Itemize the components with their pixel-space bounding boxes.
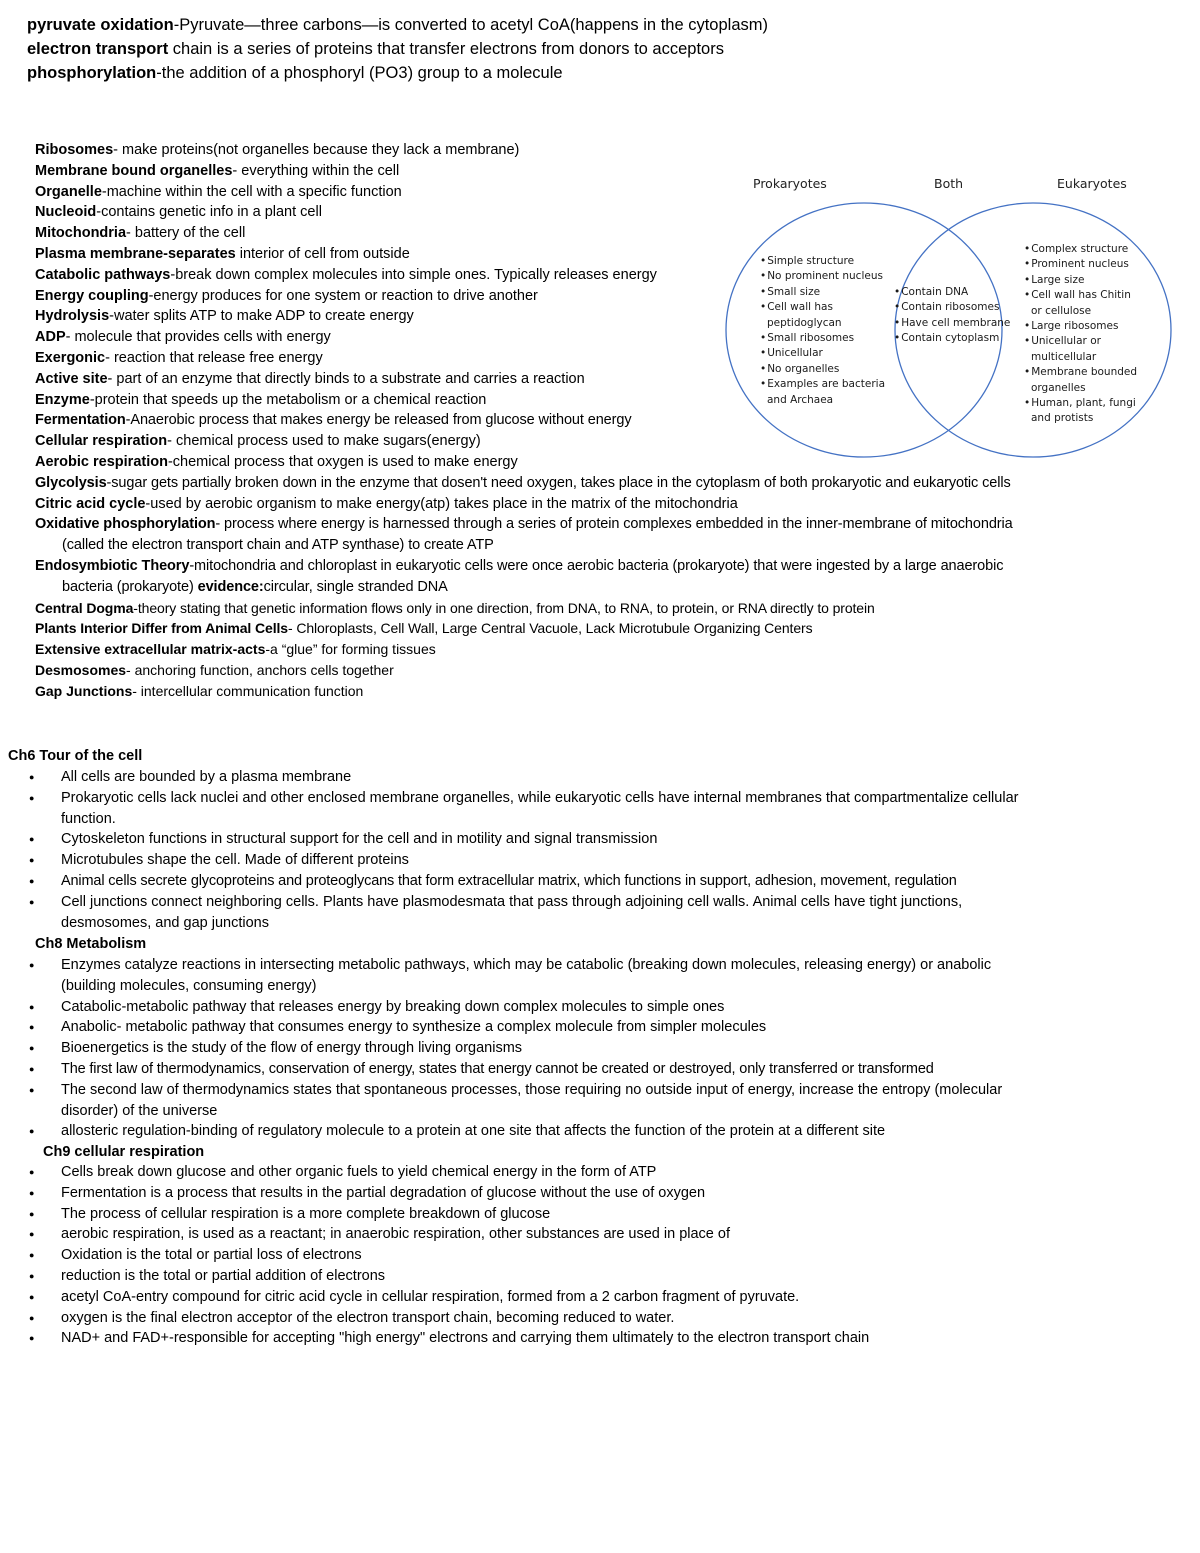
list-item: ● Cells break down glucose and other organic fuels to yield chemical energy in the form of ATP (0, 1162, 1080, 1183)
definition-term: Hydrolysis (35, 308, 110, 325)
definition (35, 556, 1057, 598)
definition-term: Nucleoid (35, 204, 97, 221)
definition-text: - Chloroplasts, Cell Wall, Large Central Vacuole, Lack Microtubule Organizing Centers (287, 620, 813, 637)
definition-text: -energy produces for one system or reaction to drive another (148, 287, 538, 304)
definition (35, 410, 752, 431)
ch8-list (0, 955, 1080, 1142)
definition-text: - process where energy is harnessed through a series of protein complexes embedded in the inner-membrane of mitochondria (called the electron transport chain and ATP synthase) to create ATP (62, 516, 1013, 554)
note-term: pyruvate oxidation (27, 16, 174, 34)
definition-text: -water splits ATP to make ADP to create energy (109, 308, 414, 325)
list-item: ● acetyl CoA-entry compound for citric acid cycle in cellular respiration, formed from a 2 carbon fragment of pyruvate. (0, 1287, 1080, 1308)
venn-item: • No organelles (760, 362, 888, 377)
definition-term-evidence: evidence: (197, 578, 264, 595)
definition-term: Plasma membrane-separates (35, 245, 236, 262)
list-item: ● Animal cells secrete glycoproteins and proteoglycans that form extracellular matrix, which functions in support, adhesion, movement, regulation (0, 871, 1080, 892)
definition (35, 244, 722, 265)
list-item: ● allosteric regulation-binding of regulatory molecule to a protein at one site that affects the function of the protein at a different site (0, 1121, 1080, 1142)
venn-item: • Small size (760, 285, 888, 300)
definition (35, 369, 752, 390)
definition (35, 514, 1052, 556)
definition-term: Ribosomes (35, 142, 114, 158)
definition-term: Fermentation (35, 412, 126, 429)
list-item: ● Bioenergetics is the study of the flow of energy through living organisms (0, 1038, 1080, 1059)
definition-text: - battery of the cell (126, 225, 246, 242)
list-item: ● Microtubules shape the cell. Made of different proteins (0, 850, 1080, 871)
note-text: -the addition of a phosphoryl (PO3) group to a molecule (156, 64, 563, 82)
definition (35, 265, 712, 286)
list-item: ● Catabolic-metabolic pathway that releases energy by breaking down complex molecules to simple ones (0, 997, 1080, 1018)
definition-term: Catabolic pathways (35, 266, 171, 283)
venn-item: • Contain cytoplasm (894, 331, 1012, 346)
venn-item: • Unicellular (760, 346, 888, 361)
list-item: ● All cells are bounded by a plasma membrane (0, 767, 1080, 788)
note-line (27, 13, 1177, 37)
section-title-ch6: Ch6 Tour of the cell (8, 748, 143, 764)
definition (35, 681, 1057, 702)
list-item: ● The second law of thermodynamics states that spontaneous processes, those requiring no outside input of energy, increase the entropy (molecular disorder) of the universe (0, 1080, 1051, 1122)
definition-text: - everything within the cell (232, 162, 400, 179)
definition-term: Glycolysis (35, 474, 107, 491)
definition-term: Energy coupling (35, 287, 149, 304)
definition-term: ADP (35, 329, 66, 346)
definition (35, 660, 1057, 681)
top-notes (27, 13, 1177, 85)
definition (35, 390, 752, 411)
definition-text: -break down complex molecules into simple ones. Typically releases energy (170, 266, 657, 283)
definition-text: -Anaerobic process that makes energy be released from glucose without energy (125, 412, 632, 429)
venn-item: • Cell wall has peptidoglycan (760, 300, 888, 331)
definition (35, 494, 1052, 515)
venn-item: • Have cell membrane (894, 316, 1012, 331)
venn-item: • Membrane bounded organelles (1024, 365, 1144, 396)
section-title-ch8: Ch8 Metabolism (35, 936, 147, 952)
list-item: ● Cytoskeleton functions in structural support for the cell and in motility and signal transmission (0, 829, 1080, 850)
definition-term: Active site (35, 370, 108, 387)
venn-item: • Prominent nucleus (1024, 257, 1144, 272)
definition (35, 598, 1057, 619)
definition-text-evidence: circular, single stranded DNA (263, 578, 448, 595)
definition-term: Cellular respiration (35, 433, 168, 450)
list-item: ● oxygen is the final electron acceptor of the electron transport chain, becoming reduced to water. (0, 1308, 1080, 1329)
definition-text: - reaction that release free energy (105, 349, 323, 366)
definition (35, 327, 742, 348)
venn-item: • Small ribosomes (760, 331, 888, 346)
definition-term: Membrane bound organelles (35, 162, 233, 179)
venn-title-prokaryotes: Prokaryotes (753, 176, 827, 191)
definition-text: - part of an enzyme that directly binds to a substrate and carries a reaction (107, 370, 585, 387)
venn-item: • Unicellular or multicellular (1024, 334, 1144, 365)
definition-term: Citric acid cycle (35, 495, 146, 512)
venn-diagram (722, 168, 1177, 463)
definition-term: Enzyme (35, 391, 90, 408)
definition-term: Aerobic respiration (35, 453, 168, 470)
definition (35, 452, 752, 473)
venn-list-prokaryotes (760, 254, 888, 408)
venn-item: • Contain ribosomes (894, 300, 1012, 315)
note-term: phosphorylation (27, 64, 157, 82)
venn-list-both (894, 285, 1012, 347)
definition-text: -sugar gets partially broken down in the enzyme that dosen't need oxygen, takes place in the cytoplasm of both prokaryotic and eukaryotic cells (106, 474, 1011, 491)
definition-text: -mitochondria and chloroplast in eukaryotic cells were once aerobic bacteria (prokaryote) that were ingested by a large anaerobic bacteria (prokaryote) (62, 557, 1004, 595)
list-item: ● The process of cellular respiration is a more complete breakdown of glucose (0, 1204, 1080, 1225)
list-item: ● NAD+ and FAD+-responsible for accepting "high energy" electrons and carrying them ultimately to the electron transport chain (0, 1328, 1080, 1349)
note-line (27, 61, 1177, 85)
definition (35, 202, 722, 223)
definition-text: - make proteins(not organelles because they lack a membrane) (113, 142, 520, 158)
definition (35, 431, 752, 452)
venn-item: • Large ribosomes (1024, 319, 1144, 334)
list-item: ● reduction is the total or partial addition of electrons (0, 1266, 1080, 1287)
definition-text: -chemical process that oxygen is used to make energy (167, 453, 518, 470)
definition (35, 140, 722, 161)
definition-text: -used by aerobic organism to make energy(atp) takes place in the matrix of the mitochondria (145, 495, 738, 512)
list-item: ● The first law of thermodynamics, conservation of energy, states that energy cannot be created or destroyed, only transferred or transformed (0, 1059, 1080, 1080)
list-item: ● Prokaryotic cells lack nuclei and other enclosed membrane organelles, while eukaryotic cells have internal membranes that compartmentalize cellular function. (0, 788, 1051, 830)
ch9-list (0, 1162, 1080, 1349)
ch6-list (0, 767, 1080, 933)
definition-text: - anchoring function, anchors cells together (126, 661, 394, 678)
definition-term: Organelle (35, 183, 102, 200)
venn-item: • Large size (1024, 273, 1144, 288)
definition (35, 223, 722, 244)
definition (35, 473, 1052, 494)
section-title-ch9: Ch9 cellular respiration (43, 1144, 205, 1160)
list-item: ● Cell junctions connect neighboring cells. Plants have plasmodesmata that pass through adjoining cell walls. Animal cells have tight junctions, desmosomes, and gap junctions (0, 892, 1051, 934)
list-item: ● Oxidation is the total or partial loss of electrons (0, 1245, 1080, 1266)
venn-item: • Cell wall has Chitin or cellulose (1024, 288, 1144, 319)
venn-title-both: Both (934, 176, 964, 191)
definition (35, 306, 742, 327)
definition-term: Gap Junctions (35, 682, 133, 699)
list-item: ● aerobic respiration, is used as a reactant; in anaerobic respiration, other substances are used in place of (0, 1224, 1080, 1245)
venn-item: • No prominent nucleus (760, 269, 888, 284)
definition-term: Oxidative phosphorylation (35, 516, 216, 533)
definition-term: Desmosomes (35, 661, 127, 678)
definition-term: Exergonic (35, 349, 106, 366)
list-item: ● Fermentation is a process that results in the partial degradation of glucose without the use of oxygen (0, 1183, 1080, 1204)
definition (35, 161, 722, 182)
venn-item: • Examples are bacteria and Archaea (760, 377, 888, 408)
definition-term: Endosymbiotic Theory (35, 557, 190, 574)
definition-text: -a “glue” for forming tissues (265, 641, 436, 658)
definition-text: - chemical process used to make sugars(energy) (167, 433, 481, 450)
definition-term: Mitochondria (35, 225, 127, 242)
definition-text: -machine within the cell with a specific function (101, 183, 402, 200)
definition (35, 286, 742, 307)
list-item: ● Enzymes catalyze reactions in intersecting metabolic pathways, which may be catabolic (breaking down molecules, releasing energy) or anabolic (building molecules, consuming energy) (0, 955, 1021, 997)
note-text: chain is a series of proteins that transfer electrons from donors to acceptors (168, 40, 724, 58)
venn-title-eukaryotes: Eukaryotes (1057, 176, 1127, 191)
definition-term: Extensive extracellular matrix-acts (35, 641, 266, 658)
definition (35, 639, 1057, 660)
venn-item: • Human, plant, fungi and protists (1024, 396, 1144, 427)
venn-list-eukaryotes (1024, 242, 1144, 427)
definition-term: Central Dogma (35, 599, 134, 616)
definition-text: - molecule that provides cells with energy (65, 329, 331, 346)
definition (35, 618, 1057, 639)
definition (35, 182, 722, 203)
definition-text: -protein that speeds up the metabolism or a chemical reaction (89, 391, 487, 408)
venn-item: • Complex structure (1024, 242, 1144, 257)
definition-term: Plants Interior Differ from Animal Cells (35, 620, 288, 637)
venn-item: • Contain DNA (894, 285, 1012, 300)
note-text: -Pyruvate—three carbons—is converted to acetyl CoA(happens in the cytoplasm) (173, 16, 768, 34)
definition-text: -contains genetic info in a plant cell (96, 204, 322, 221)
definition-text: -theory stating that genetic information flows only in one direction, from DNA, to RNA, to protein, or RNA directly to protein (133, 599, 875, 616)
list-item: ● Anabolic- metabolic pathway that consumes energy to synthesize a complex molecule from simpler molecules (0, 1017, 1080, 1038)
definition-text: interior of cell from outside (235, 245, 410, 262)
note-line (27, 37, 1177, 61)
definition (35, 348, 742, 369)
definition-text: - intercellular communication function (132, 682, 364, 699)
venn-item: • Simple structure (760, 254, 888, 269)
note-term: electron transport (27, 40, 169, 58)
